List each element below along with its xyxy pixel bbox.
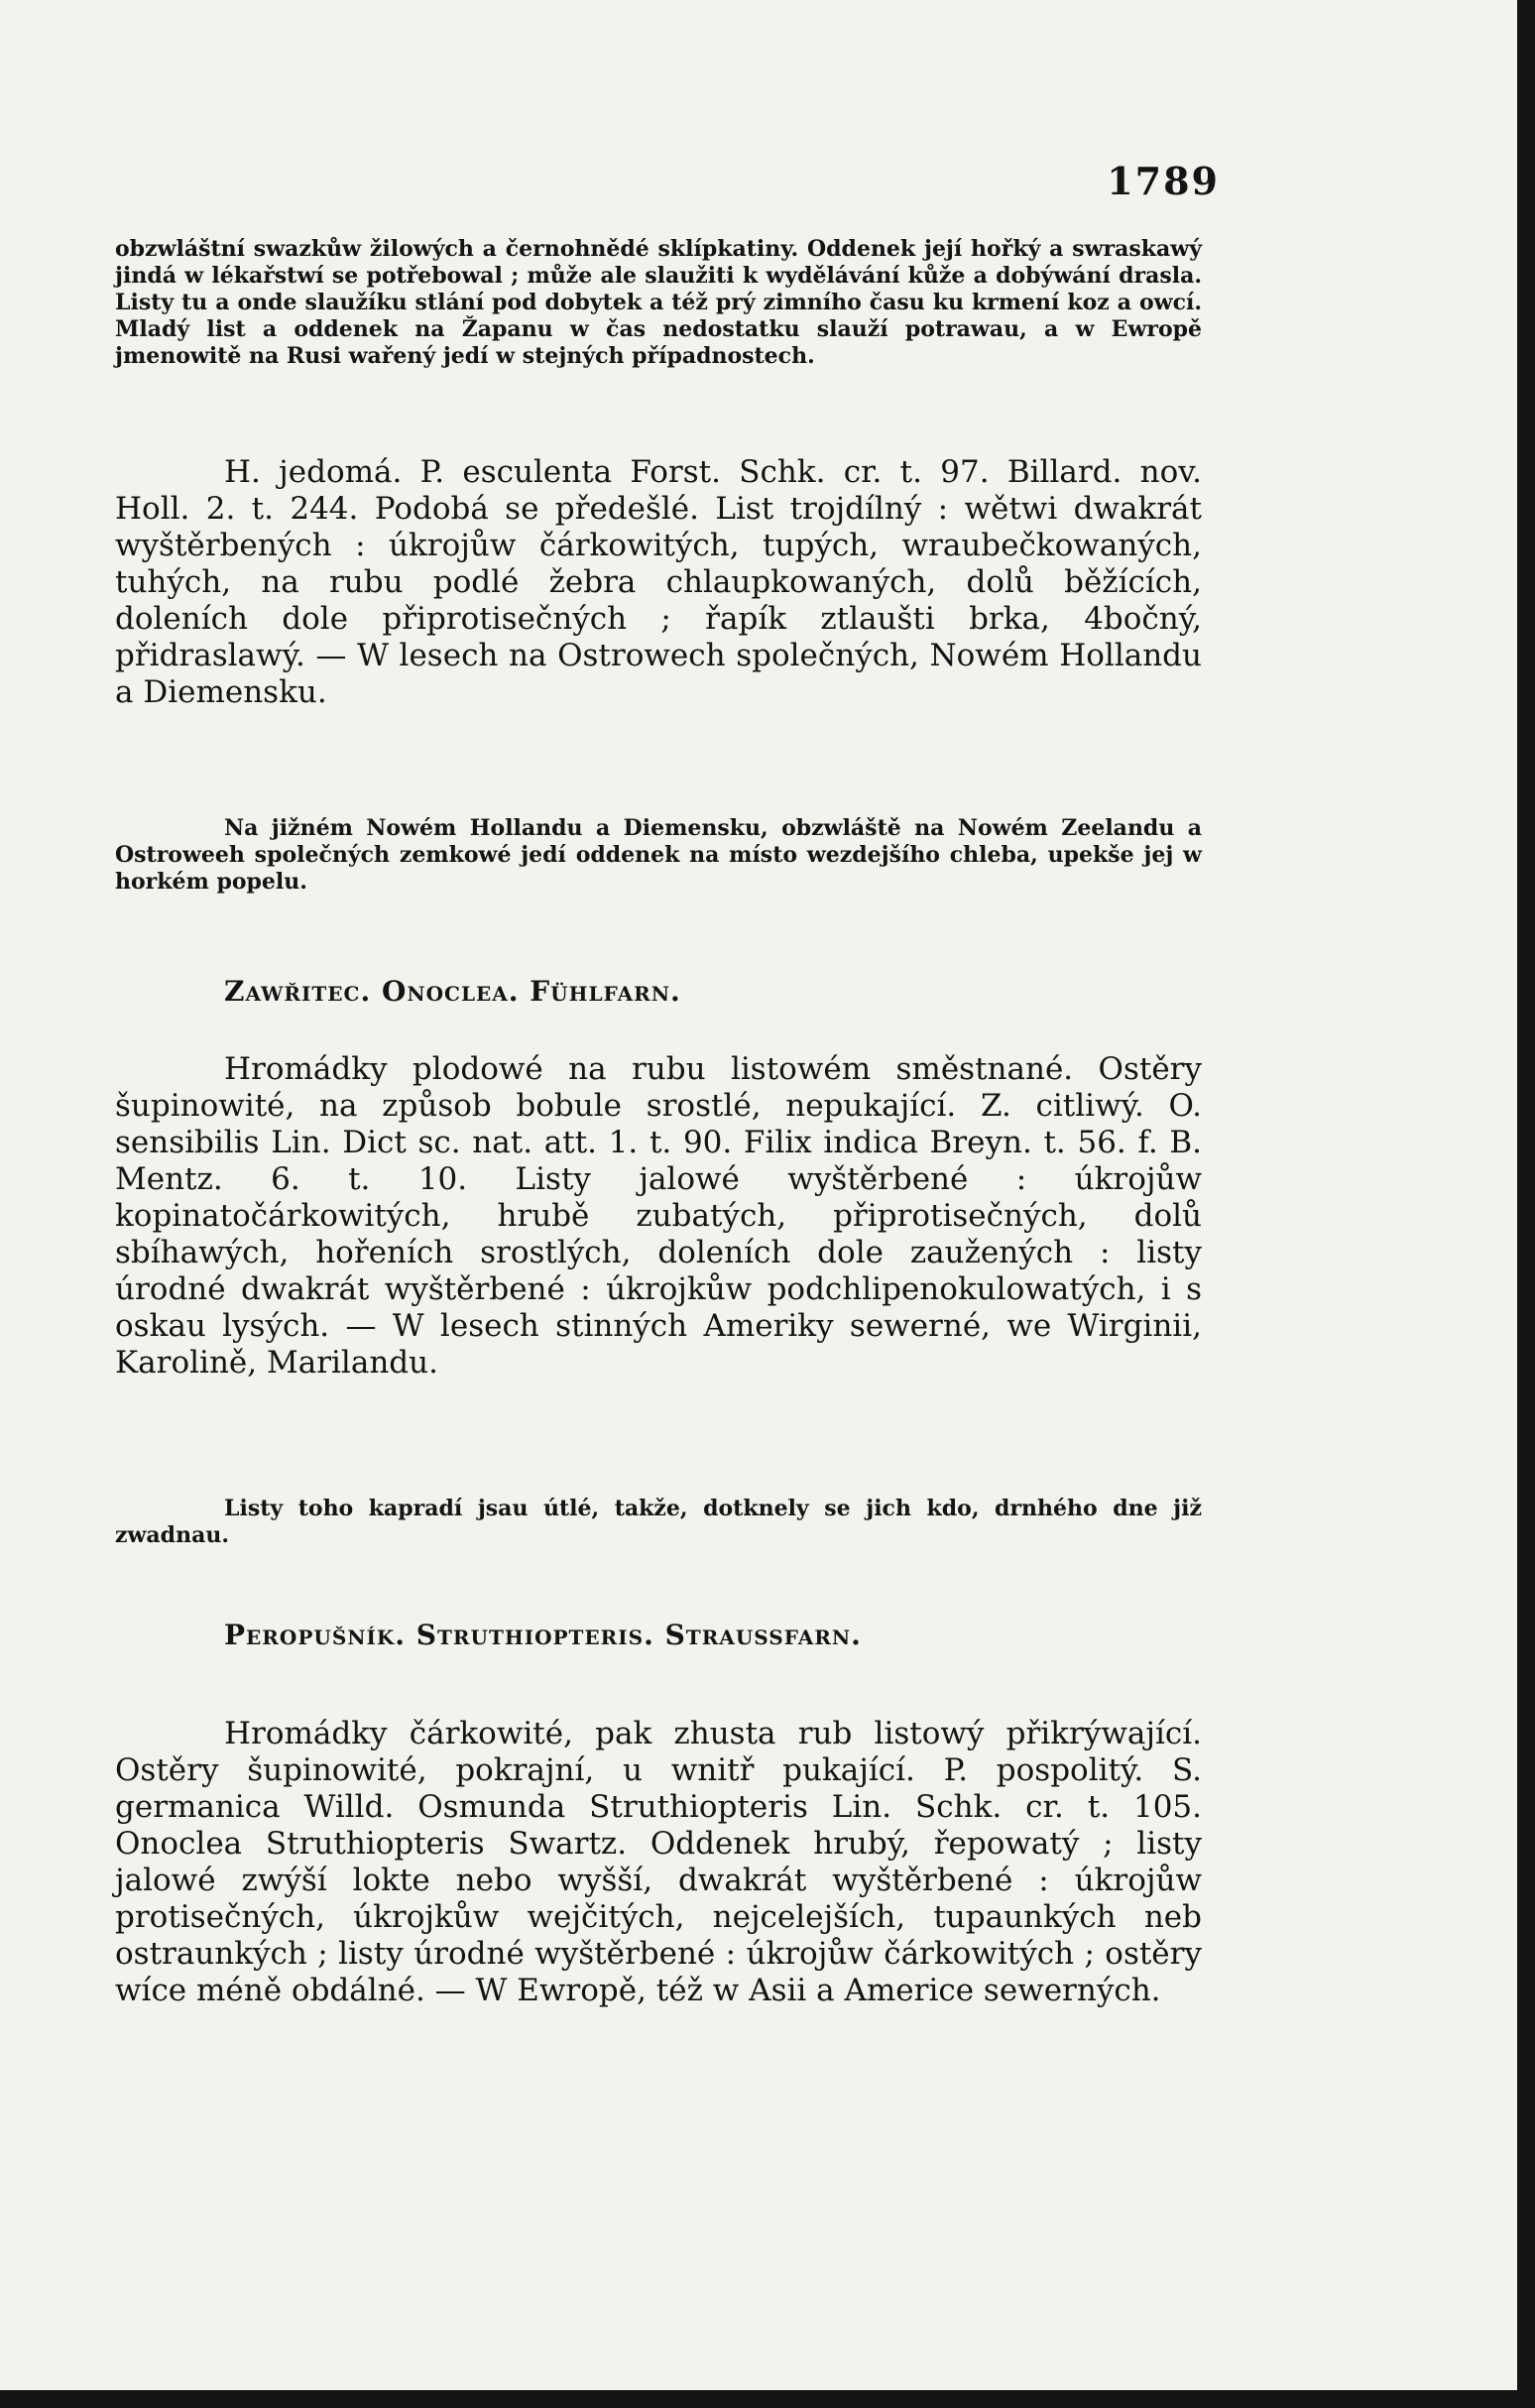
paragraph-edible-fern: H. jedomá. P. esculenta Forst. Schk. cr. t. 97. Billard. nov. Holl. 2. t. 244. Podobá se předešlé. List trojdílný : wětwi dwakrát wyštěrbených : úkrojůw čárkowitých, tupých, wraubečkowaných, tuhých, na rubu podlé žebra chlaupkowaných, dolů běžících, doleních dole připrotisečných ; řapík ztlaušti brka, 4bočný, přidraslawý. — W lesech na Ostrowech společných, Nowém Hollandu a Diemensku. <box>115 454 1202 710</box>
section-heading-onoclea: Zawřitec. Onoclea. Fühlfarn. <box>224 975 681 1008</box>
paragraph-onoclea-note: Listy toho kapradí jsau útlé, takže, dotknely se jich kdo, drnhého dne již zwadnau. <box>115 1496 1202 1548</box>
paragraph-new-holland-note: Na jižném Nowém Hollandu a Diemensku, obzwláště na Nowém Zeelandu a Ostroweeh společných zemkowé jedí oddenek na místo wezdejšího chleba, upekše jej w horkém popelu. <box>115 815 1202 895</box>
paragraph-onoclea: Hromádky plodowé na rubu listowém směstnané. Ostěry šupinowité, na způsob bobule srostlé, nepukající. Z. citliwý. O. sensibilis Lin. Dict sc. nat. att. 1. t. 90. Filix indica Breyn. t. 56. f. B. Mentz. 6. t. 10. Listy jalowé wyštěrbené : úkrojůw kopinatočárkowitých, hrubě zubatých, připrotisečných, dolů sbíhawých, hořeních srostlých, doleních dole zaužených : listy úrodné dwakrát wyštěrbené : úkrojkůw podchlipenokulowatých, i s oskau lysých. — W lesech stinných Ameriky sewerné, we Wirginii, Karolině, Marilandu. <box>115 1051 1202 1381</box>
paragraph-struthiopteris: Hromádky čárkowité, pak zhusta rub listowý přikrýwající. Ostěry šupinowité, pokrajní, u wnitř pukající. P. pospolitý. S. germanica Willd. Osmunda Struthiopteris Lin. Schk. cr. t. 105. Onoclea Struthiopteris Swartz. Oddenek hrubý, řepowatý ; listy jalowé zwýší lokte nebo wyšší, dwakrát wyštěrbené : úkrojůw protisečných, úkrojkůw wejčitých, nejcelejších, tupaunkých neb ostraunkých ; listy úrodné wyštěrbené : úkrojůw čárkowitých ; ostěry wíce méně obdálné. — W Ewropě, též w Asii a Americe sewerných. <box>115 1716 1202 2008</box>
paragraph-rhizome-uses: obzwláštní swazkůw žilowých a černohnědé sklípkatiny. Oddenek její hořký a swraskawý jindá w lékařstwí se potřebowal ; může ale slaužiti k wydělávání kůže a dobýwání drasla. Listy tu a onde slaužíku stlání pod dobytek a též prý zimního času ku krmení koz a owcí. Mladý list a oddenek na Žapanu w čas nedostatku slauží potrawau, a w Ewropě jmenowitě na Rusi wařený jedí w stejných případnostech. <box>115 236 1202 369</box>
section-heading-struthiopteris: Peropušník. Struthiopteris. Straussfarn. <box>224 1619 862 1651</box>
page-number: 1789 <box>1107 159 1220 203</box>
